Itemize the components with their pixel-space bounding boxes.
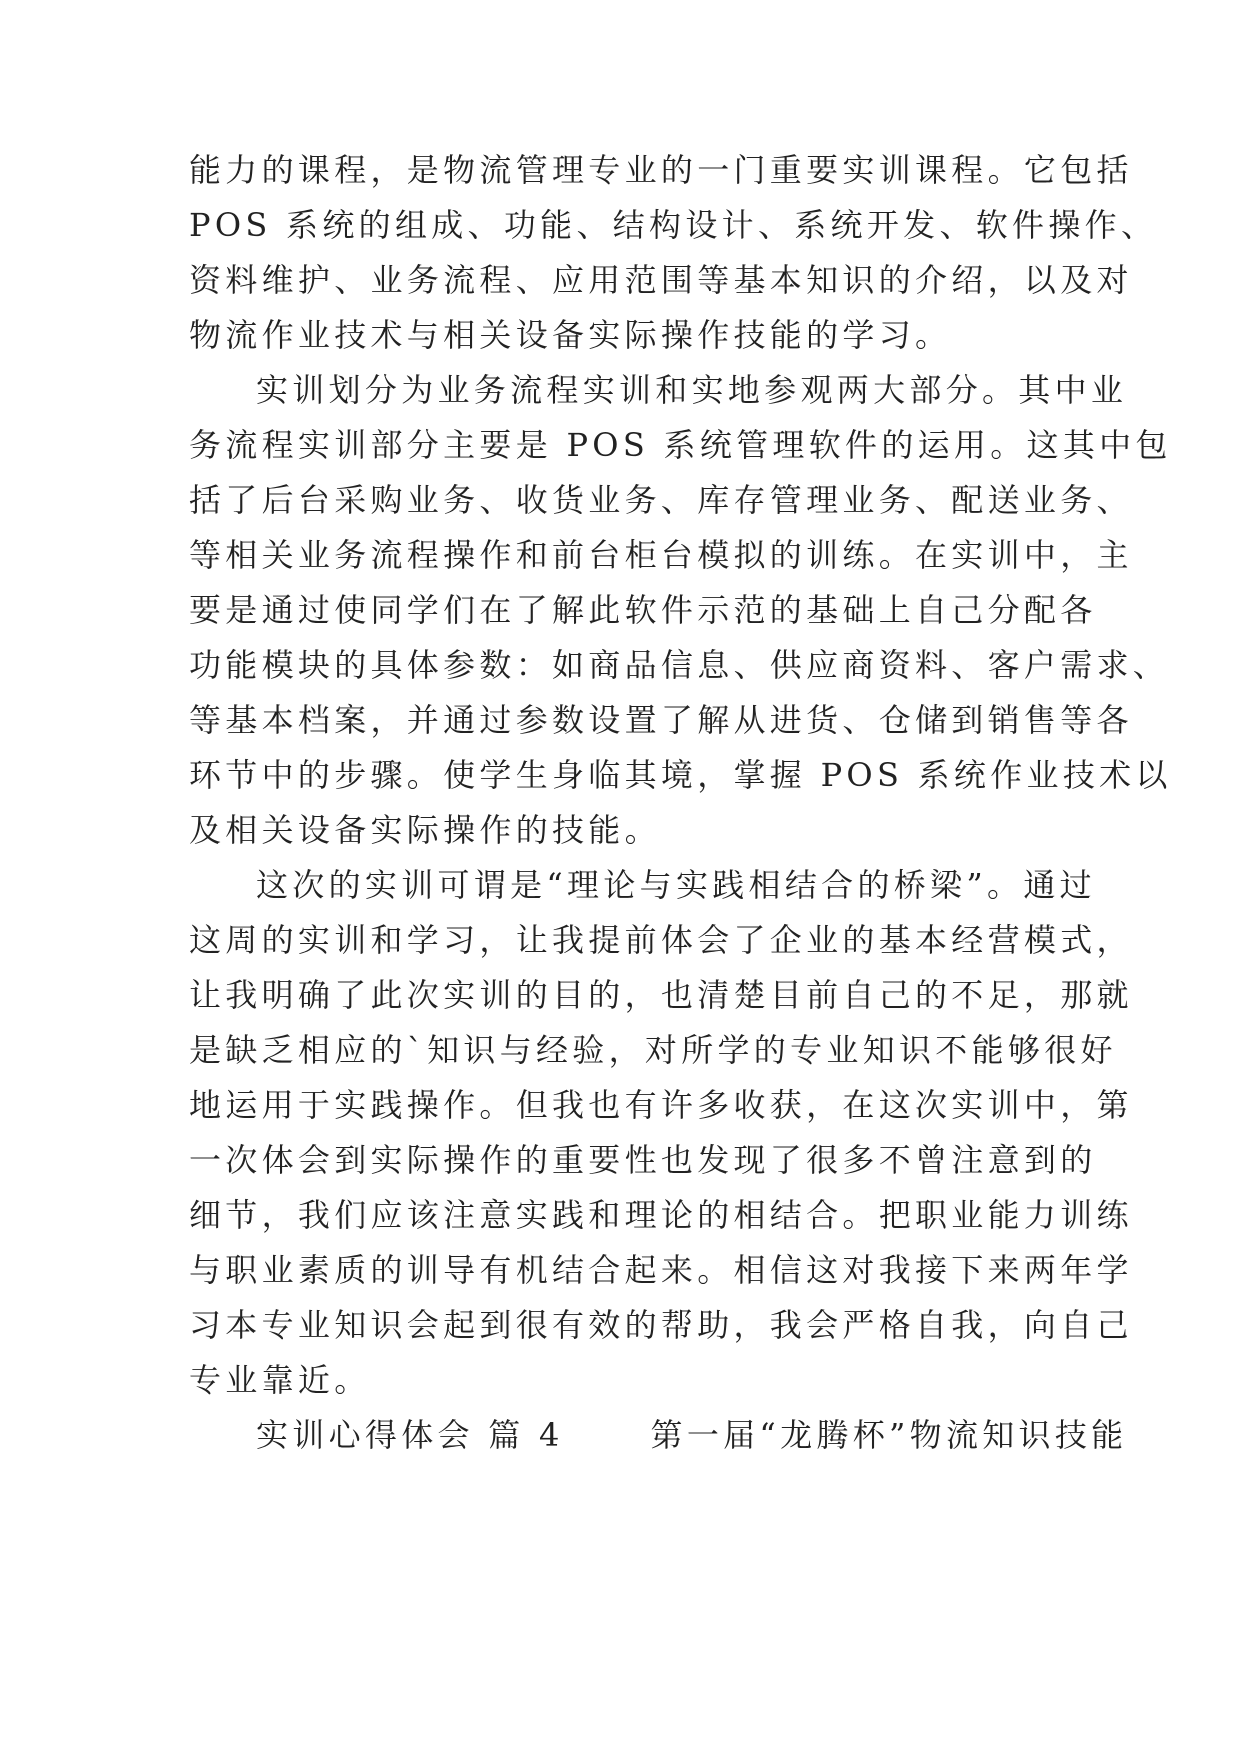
paragraph-line: 地运用于实践操作。但我也有许多收获，在这次实训中，第 [189,1086,1133,1124]
paragraph-line: 这周的实训和学习，让我提前体会了企业的基本经营模式， [189,921,1133,959]
paragraph-line: POS 系统的组成、功能、结构设计、系统开发、软件操作、 [189,206,1158,244]
paragraph-line: 等相关业务流程操作和前台柜台模拟的训练。在实训中，主 [189,536,1133,574]
paragraph-line: 让我明确了此次实训的目的，也清楚目前自己的不足，那就 [189,976,1133,1014]
paragraph-line: 专业靠近。 [189,1361,371,1399]
paragraph-line: 细节，我们应该注意实践和理论的相结合。把职业能力训练 [189,1196,1133,1234]
paragraph-line: 及相关设备实际操作的技能。 [189,811,661,849]
paragraph-line: 括了后台采购业务、收货业务、库存管理业务、配送业务、 [189,481,1133,519]
paragraph-line: 与职业素质的训导有机结合起来。相信这对我接下来两年学 [189,1251,1133,1289]
paragraph-line: 是缺乏相应的`知识与经验，对所学的专业知识不能够很好 [189,1031,1117,1069]
paragraph-line: 这次的实训可谓是“理论与实践相结合的桥梁”。通过 [256,866,1096,904]
paragraph-line: 环节中的步骤。使学生身临其境，掌握 POS 系统作业技术以 [189,756,1172,794]
paragraph-line: 能力的课程，是物流管理专业的一门重要实训课程。它包括 [189,151,1133,189]
paragraph-line: 物流作业技术与相关设备实际操作技能的学习。 [189,316,952,354]
paragraph-line: 要是通过使同学们在了解此软件示范的基础上自己分配各 [189,591,1097,629]
paragraph-line: 功能模块的具体参数：如商品信息、供应商资料、客户需求、 [189,646,1170,684]
paragraph-line: 资料维护、业务流程、应用范围等基本知识的介绍，以及对 [189,261,1133,299]
paragraph-line: 务流程实训部分主要是 POS 系统管理软件的运用。这其中包 [189,426,1172,464]
paragraph-line: 实训划分为业务流程实训和实地参观两大部分。其中业 [256,371,1128,409]
paragraph-line: 一次体会到实际操作的重要性也发现了很多不曾注意到的 [189,1141,1097,1179]
paragraph-line: 等基本档案，并通过参数设置了解从进货、仓储到销售等各 [189,701,1133,739]
paragraph-line: 习本专业知识会起到很有效的帮助，我会严格自我，向自己 [189,1306,1133,1344]
section-heading-line: 实训心得体会 篇 4 第一届“龙腾杯”物流知识技能 [256,1416,1128,1454]
